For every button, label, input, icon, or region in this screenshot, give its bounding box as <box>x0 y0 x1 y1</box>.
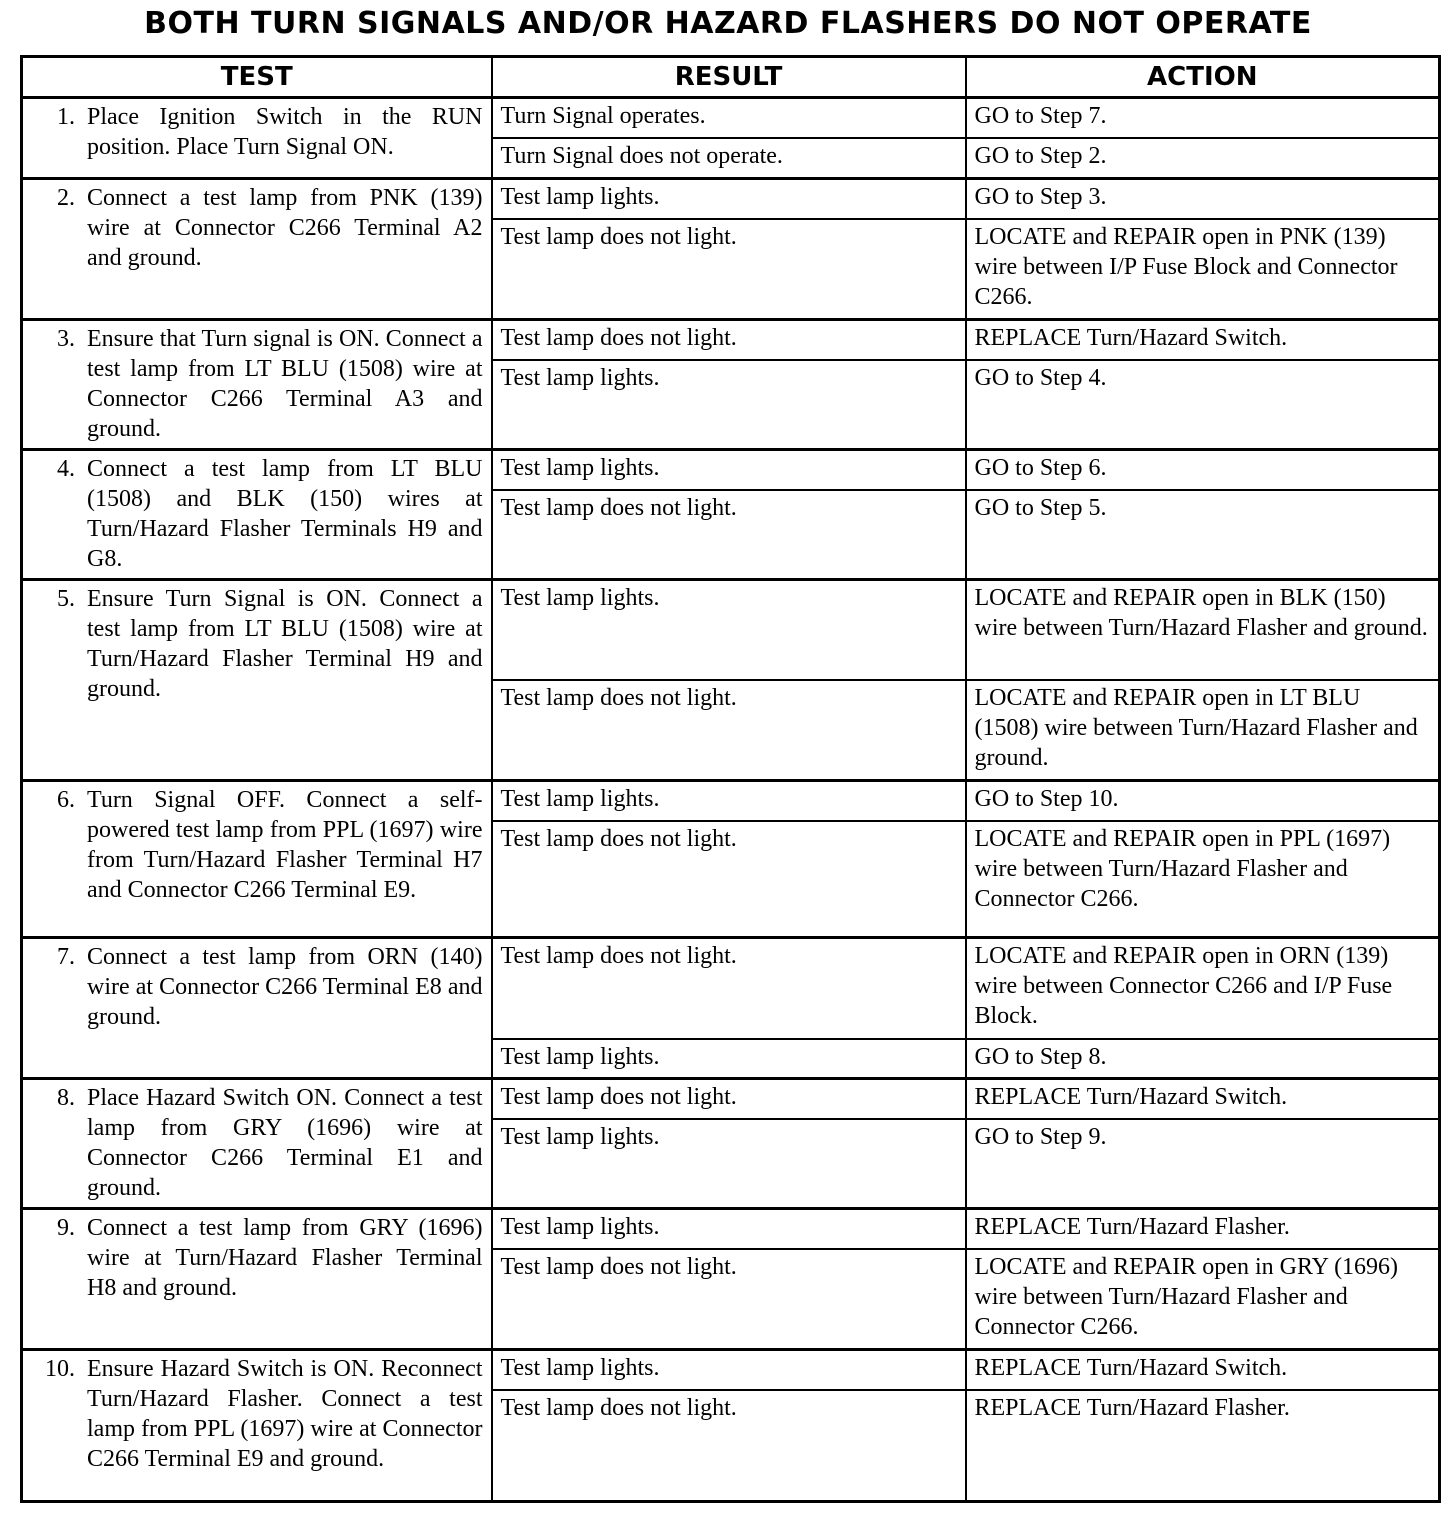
action-cell: REPLACE Turn/Hazard Switch. <box>966 1350 1440 1390</box>
step-row <box>22 580 1440 680</box>
step-number: 1. <box>57 104 75 130</box>
diagnostic-table <box>20 55 1441 1503</box>
result-cell: Turn Signal operates. <box>492 98 966 138</box>
action-cell: GO to Step 4. <box>966 360 1440 450</box>
action-cell: LOCATE and REPAIR open in BLK (150) wire between Turn/Hazard Flasher and ground. <box>966 580 1440 680</box>
step-row <box>22 450 1440 490</box>
action-cell: LOCATE and REPAIR open in GRY (1696) wire between Turn/Hazard Flasher and Connector C266. <box>966 1249 1440 1350</box>
result-cell: Test lamp lights. <box>492 1350 966 1390</box>
header-action: ACTION <box>966 57 1440 98</box>
step-number: 5. <box>57 586 75 612</box>
test-cell <box>22 781 492 938</box>
step-number: 8. <box>57 1085 75 1111</box>
result-cell: Test lamp lights. <box>492 360 966 450</box>
header-result: RESULT <box>492 57 966 98</box>
test-text: Connect a test lamp from PNK (139) wire at Connector C266 Terminal A2 and ground. <box>87 185 483 271</box>
action-cell: GO to Step 6. <box>966 450 1440 490</box>
step-number: 3. <box>57 326 75 352</box>
result-cell: Test lamp does not light. <box>492 320 966 360</box>
test-cell <box>22 1079 492 1209</box>
step-row <box>22 98 1440 138</box>
result-cell: Test lamp does not light. <box>492 1390 966 1502</box>
step-row <box>22 938 1440 1039</box>
test-text: Connect a test lamp from ORN (140) wire at Connector C266 Terminal E8 and ground. <box>87 944 483 1030</box>
step-row <box>22 1079 1440 1119</box>
result-cell: Test lamp lights. <box>492 1209 966 1249</box>
test-text: Place Ignition Switch in the RUN position. Place Turn Signal ON. <box>87 104 483 160</box>
test-text: Place Hazard Switch ON. Connect a test lamp from GRY (1696) wire at Connector C266 Terminal E1 and ground. <box>87 1085 483 1201</box>
test-cell <box>22 580 492 781</box>
action-cell: GO to Step 9. <box>966 1119 1440 1209</box>
step-row <box>22 320 1440 360</box>
result-cell: Test lamp lights. <box>492 1119 966 1209</box>
step-number: 2. <box>57 185 75 211</box>
result-cell: Test lamp does not light. <box>492 1249 966 1350</box>
result-cell: Test lamp does not light. <box>492 821 966 938</box>
result-cell: Test lamp does not light. <box>492 1079 966 1119</box>
result-cell: Test lamp lights. <box>492 450 966 490</box>
action-cell: GO to Step 10. <box>966 781 1440 821</box>
step-row <box>22 781 1440 821</box>
result-cell: Test lamp lights. <box>492 1039 966 1079</box>
header-test: TEST <box>22 57 492 98</box>
result-cell: Turn Signal does not operate. <box>492 138 966 179</box>
test-text: Turn Signal OFF. Connect a self-powered test lamp from PPL (1697) wire from Turn/Hazard Flasher Terminal H7 and Connector C266 Terminal E9. <box>87 787 483 903</box>
step-row <box>22 179 1440 219</box>
test-cell <box>22 179 492 320</box>
test-text: Ensure Hazard Switch is ON. Reconnect Turn/Hazard Flasher. Connect a test lamp from PPL (1697) wire at Connector C266 Terminal E9 and ground. <box>87 1356 483 1472</box>
action-cell: LOCATE and REPAIR open in LT BLU (1508) wire between Turn/Hazard Flasher and ground. <box>966 680 1440 781</box>
header-row <box>22 57 1440 98</box>
action-cell: GO to Step 3. <box>966 179 1440 219</box>
test-cell <box>22 938 492 1079</box>
test-cell <box>22 1209 492 1350</box>
test-text: Connect a test lamp from GRY (1696) wire at Turn/Hazard Flasher Terminal H8 and ground. <box>87 1215 483 1301</box>
action-cell: REPLACE Turn/Hazard Flasher. <box>966 1390 1440 1502</box>
page-title: BOTH TURN SIGNALS AND/OR HAZARD FLASHERS DO NOT OPERATE <box>144 6 1312 41</box>
result-cell: Test lamp does not light. <box>492 938 966 1039</box>
action-cell: REPLACE Turn/Hazard Switch. <box>966 1079 1440 1119</box>
action-cell: LOCATE and REPAIR open in PPL (1697) wire between Turn/Hazard Flasher and Connector C266. <box>966 821 1440 938</box>
step-number: 7. <box>57 944 75 970</box>
result-cell: Test lamp does not light. <box>492 219 966 320</box>
test-cell <box>22 1350 492 1502</box>
action-cell: LOCATE and REPAIR open in PNK (139) wire between I/P Fuse Block and Connector C266. <box>966 219 1440 320</box>
step-row <box>22 1209 1440 1249</box>
result-cell: Test lamp lights. <box>492 580 966 680</box>
action-cell: GO to Step 8. <box>966 1039 1440 1079</box>
test-text: Ensure Turn Signal is ON. Connect a test lamp from LT BLU (1508) wire at Turn/Hazard Flasher Terminal H9 and ground. <box>87 586 483 702</box>
test-cell <box>22 450 492 580</box>
test-cell <box>22 320 492 450</box>
step-row <box>22 1350 1440 1390</box>
step-number: 9. <box>57 1215 75 1241</box>
step-number: 6. <box>57 787 75 813</box>
result-cell: Test lamp does not light. <box>492 680 966 781</box>
test-cell <box>22 98 492 179</box>
test-text: Connect a test lamp from LT BLU (1508) and BLK (150) wires at Turn/Hazard Flasher Terminals H9 and G8. <box>87 456 483 572</box>
action-cell: GO to Step 2. <box>966 138 1440 179</box>
action-cell: GO to Step 5. <box>966 490 1440 580</box>
action-cell: LOCATE and REPAIR open in ORN (139) wire between Connector C266 and I/P Fuse Block. <box>966 938 1440 1039</box>
result-cell: Test lamp does not light. <box>492 490 966 580</box>
action-cell: REPLACE Turn/Hazard Flasher. <box>966 1209 1440 1249</box>
result-cell: Test lamp lights. <box>492 179 966 219</box>
step-number: 4. <box>57 456 75 482</box>
step-number: 10. <box>45 1356 75 1382</box>
action-cell: REPLACE Turn/Hazard Switch. <box>966 320 1440 360</box>
action-cell: GO to Step 7. <box>966 98 1440 138</box>
test-text: Ensure that Turn signal is ON. Connect a test lamp from LT BLU (1508) wire at Connector C266 Terminal A3 and ground. <box>87 326 483 442</box>
result-cell: Test lamp lights. <box>492 781 966 821</box>
